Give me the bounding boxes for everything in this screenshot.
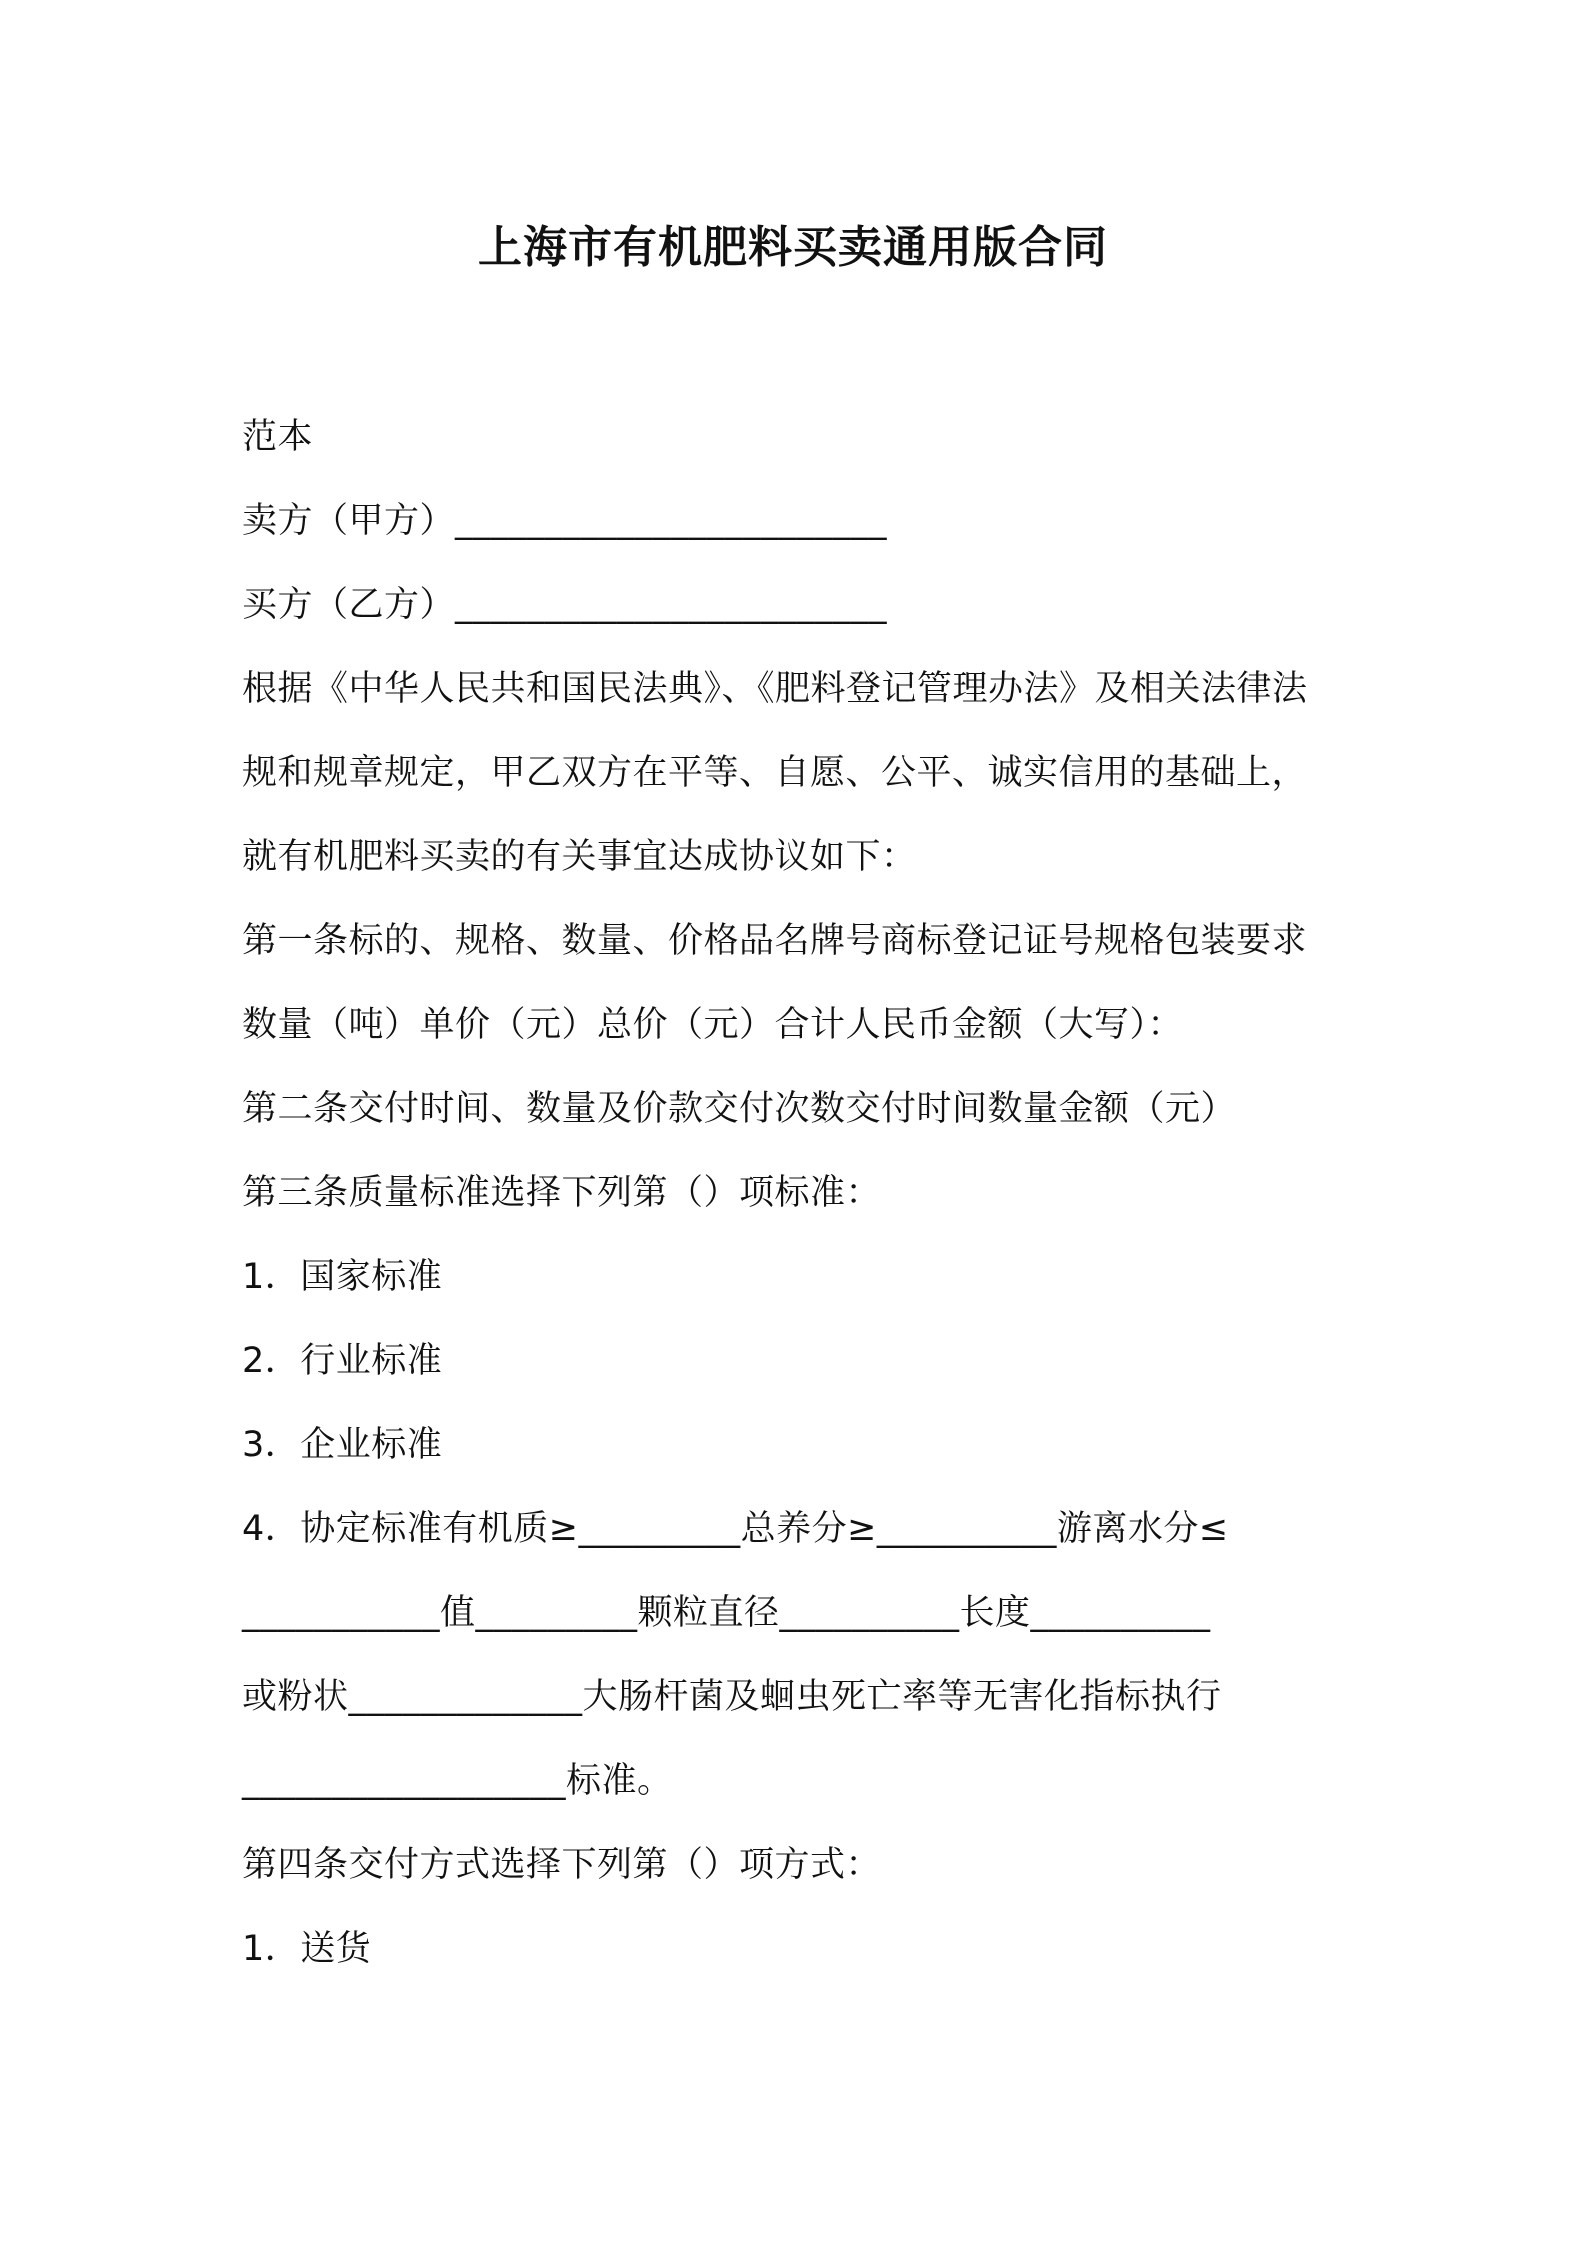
text-line-standard-3: 3．企业标准 — [242, 1425, 443, 1465]
text-line-preamble-2: 规和规章规定，甲乙双方在平等、自愿、公平、诚实信用的基础上， — [242, 753, 1308, 793]
text-line-standard-4c: 或粉状_____________大肠杆菌及蛔虫死亡率等无害化指标执行 — [242, 1677, 1222, 1717]
text-line-standard-4b: ___________值_________颗粒直径__________长度__________ — [242, 1593, 1211, 1633]
text-line-article-1b: 数量（吨）单价（元）总价（元）合计人民币金额（大写）： — [242, 1005, 1184, 1045]
text-line-standard-1: 1．国家标准 — [242, 1257, 443, 1297]
text-line-standard-4d: __________________标准。 — [242, 1761, 673, 1801]
document-title: 上海市有机肥料买卖通用版合同 — [478, 222, 1108, 273]
text-line-preamble-3: 就有机肥料买卖的有关事宜达成协议如下： — [242, 837, 917, 877]
text-line-article-3: 第三条质量标准选择下列第（）项标准： — [242, 1173, 882, 1213]
text-line-delivery-1: 1．送货 — [242, 1929, 372, 1969]
text-line-article-1a: 第一条标的、规格、数量、价格品名牌号商标登记证号规格包装要求 — [242, 921, 1308, 961]
text-line-standard-2: 2．行业标准 — [242, 1341, 443, 1381]
text-line-standard-4a: 4．协定标准有机质≥_________总养分≥__________游离水分≤ — [242, 1509, 1229, 1549]
text-line-article-2: 第二条交付时间、数量及价款交付次数交付时间数量金额（元） — [242, 1089, 1237, 1129]
text-line-template-label: 范本 — [242, 417, 314, 457]
text-line-article-4: 第四条交付方式选择下列第（）项方式： — [242, 1845, 882, 1885]
text-line-buyer: 买方（乙方）________________________ — [242, 585, 888, 625]
text-line-preamble-1: 根据《中华人民共和国民法典》、《肥料登记管理办法》及相关法律法 — [242, 669, 1308, 709]
text-line-seller: 卖方（甲方）________________________ — [242, 501, 888, 541]
